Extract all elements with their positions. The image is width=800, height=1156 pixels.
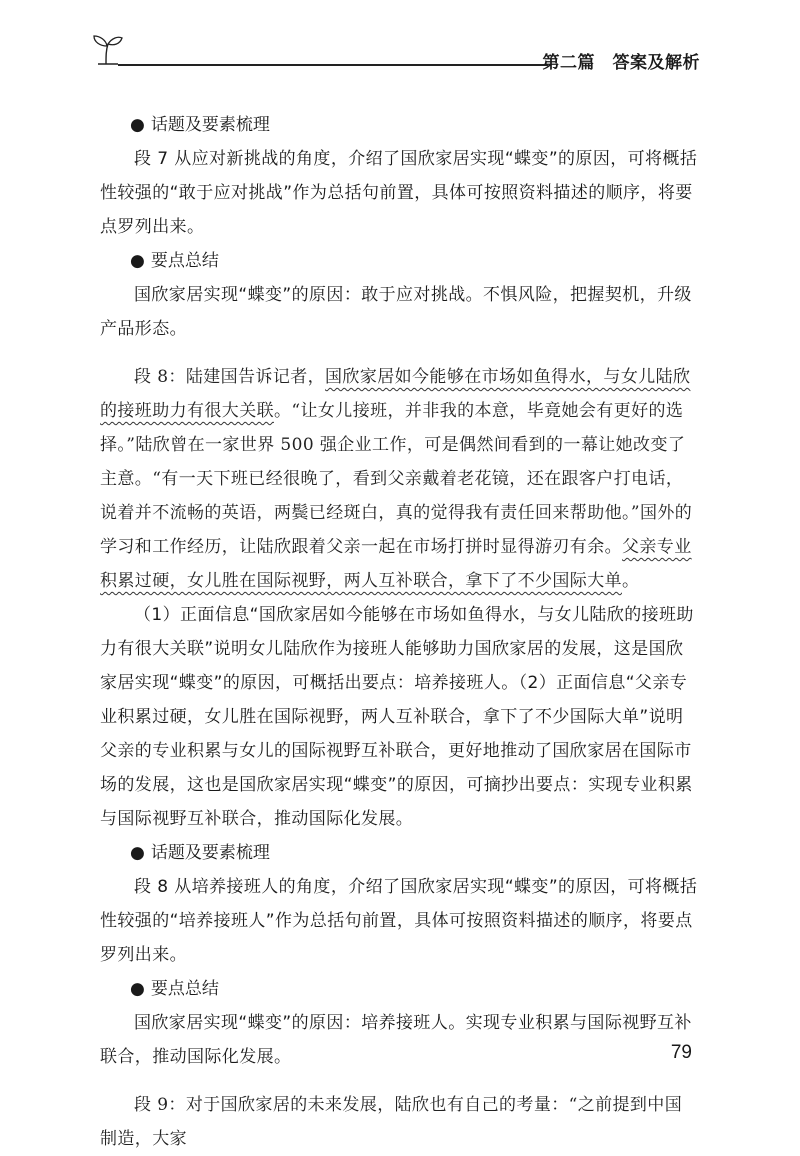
summary-paragraph: 国欣家居实现“蝶变”的原因：敢于应对挑战。不惧风险，把握契机，升级产品形态。 [100, 285, 692, 339]
page-content [100, 108, 698, 1156]
analysis-paragraph: （1）正面信息“国欣家居如今能够在市场如鱼得水，与女儿陆欣的接班助力有很大关联”说明女儿陆欣作为接班人能够助力国欣家居的发展，这是国欣家居实现“蝶变”的原因，可概括出要点：培养接班人。（2）正面信息“父亲专业积累过硬，女儿胜在国际视野，两人互补联合，拿下了不少国际大单”说明父亲的专业积累与女儿的国际视野互补联合，更好地推动了国欣家居在国际市场的发展，这也是国欣家居实现“蝶变”的原因，可摘抄出要点：实现专业积累与国际视野互补联合，推动国际化发展。 [100, 605, 694, 829]
page-number: 79 [670, 1042, 692, 1063]
analysis-paragraph: 段 8 从培养接班人的角度，介绍了国欣家居实现“蝶变”的原因，可将概括性较强的“培养接班人”作为总括句前置，具体可按照资料描述的顺序，将要点罗列出来。 [100, 877, 698, 965]
header-rule [118, 64, 548, 66]
page-header [0, 0, 800, 80]
bullet-dot: ● [130, 115, 145, 135]
source-paragraph-9: 段 9：对于国欣家居的未来发展，陆欣也有自己的考量：“之前提到中国制造，大家 [100, 1095, 683, 1149]
sprout-icon [88, 32, 124, 66]
wavy-underline-text: 父亲专业积累过硬，女儿胜在国际视野，两人互补联合，拿下了不少国际大单 [100, 537, 692, 591]
bullet-dot: ● [130, 979, 145, 999]
section-title: 第二篇 答案及解析 [542, 53, 700, 73]
bullet-dot: ● [130, 843, 145, 863]
summary-heading: ● 要点总结 [130, 979, 219, 999]
source-paragraph-8: 段 8：陆建国告诉记者，国欣家居如今能够在市场如鱼得水，与女儿陆欣的接班助力有很大关联。“让女儿接班，并非我的本意，毕竟她会有更好的选择。”陆欣曾在一家世界 500 强企业工作，可是偶然间看到的一幕让她改变了主意。“有一天下班已经很晚了，看到父亲戴着老花镜，还在跟客户打电话，说着并不流畅的英语，两鬓已经斑白，真的觉得我有责任回来帮助他。”国外的学习和工作经历，让陆欣跟着父亲一起在市场打拼时显得游刃有余。父亲专业积累过硬，女儿胜在国际视野，两人互补联合，拿下了不少国际大单。 [100, 367, 693, 591]
topic-heading: ● 话题及要素梳理 [130, 843, 270, 863]
summary-paragraph: 国欣家居实现“蝶变”的原因：培养接班人。实现专业积累与国际视野互补联合，推动国际化发展。 [100, 1013, 692, 1067]
wavy-underline-text: 国欣家居如今能够在市场如鱼得水，与女儿陆欣的接班助力有很大关联 [100, 367, 691, 421]
analysis-paragraph: 段 7 从应对新挑战的角度，介绍了国欣家居实现“蝶变”的原因，可将概括性较强的“敢于应对挑战”作为总括句前置，具体可按照资料描述的顺序，将要点罗列出来。 [100, 149, 698, 237]
bullet-dot: ● [130, 251, 145, 271]
summary-heading: ● 要点总结 [130, 251, 219, 271]
topic-heading: ● 话题及要素梳理 [130, 115, 270, 135]
